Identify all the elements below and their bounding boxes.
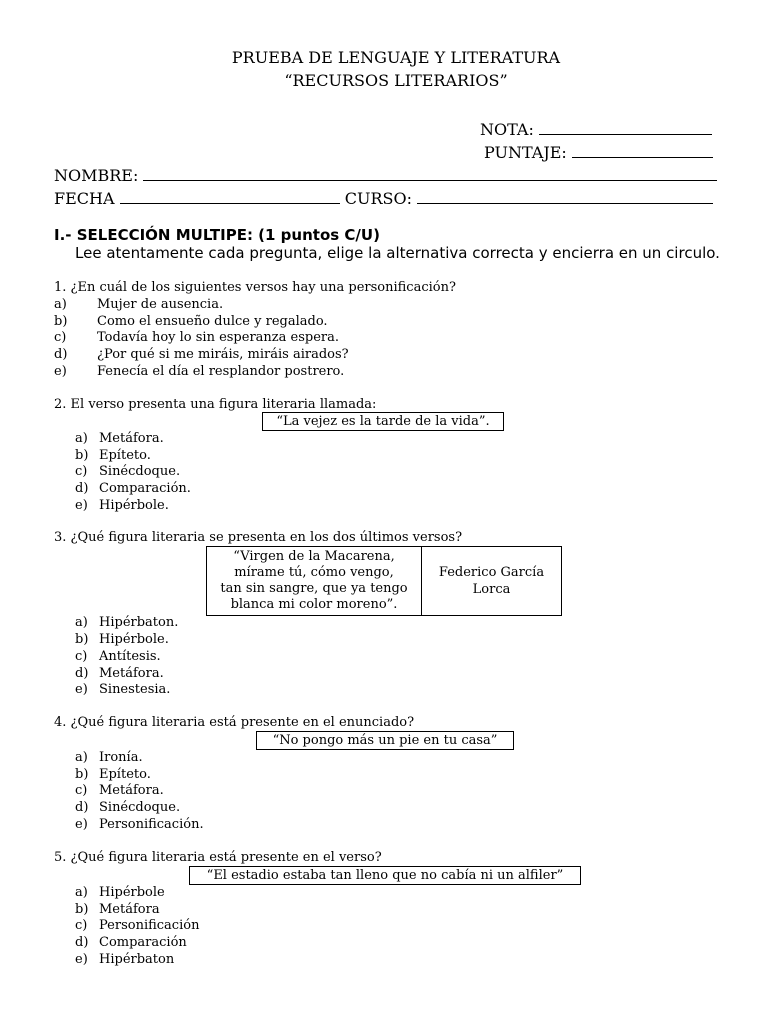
question-3-verse-table [206, 546, 562, 616]
verse-line: blanca mi color moreno”. [230, 597, 398, 612]
nombre-blank[interactable] [143, 168, 717, 181]
question-3-author [422, 547, 561, 615]
fecha-blank[interactable] [120, 191, 340, 204]
verse-line: tan sin sangre, que ya tengo [220, 581, 408, 596]
fecha-label: FECHA [54, 189, 115, 208]
nota-blank[interactable] [539, 122, 712, 135]
nombre-label: NOMBRE: [54, 166, 139, 185]
author-line: Lorca [472, 582, 511, 597]
nota-field[interactable] [480, 120, 712, 139]
author-line: Federico García [438, 565, 545, 580]
question-5-quote: “El estadio estaba tan lleno que no cabía ni un alfiler” [189, 866, 581, 885]
question-4-text: 4. ¿Qué figura literaria está presente en el enunciado? [54, 715, 415, 730]
curso-label: CURSO: [344, 189, 412, 208]
question-5-text: 5. ¿Qué figura literaria está presente en el verso? [54, 850, 382, 865]
question-3-verse [207, 547, 422, 615]
exam-page: PRUEBA DE LENGUAJE Y LITERATURA “RECURSOS LITERARIOS” NOTA: PUNTAJE: NOMBRE: FECHA CURSO: I.- SELECCIÓN MULTIPE: (1 puntos C/U) Lee atentamente cada pregunta, elige la alternativa correcta y encierra en un circulo. 1. ¿En cuál de los siguientes versos hay una personificación? a) Mujer de ausencia. b) Como el ensueño dulce y regalado. c) Todavía hoy lo sin esperanza espera. d) ¿Por qué si me miráis, miráis airados? e) Fenecía el día el resplandor postrero. 2. El verso presenta una figura literaria llamada: “La vejez es la tarde de la vida”. a) Metáfora. b) Epíteto. c) Sinécdoque. d) Comparación. e) Hipérbole. 3. ¿Qué figura literaria se presenta en los dos últimos versos? “Virgen de la Macarena, mírame tú, cómo vengo, tan sin sangre, que ya tengo blanca mi color moreno”. Federico García Lorca a) Hipérbaton. b) Hipérbole. c) Antítesis. d) Metáfora. e) Sinestesia. 4. ¿Qué figura literaria está presente en el enunciado? “No pongo más un pie en tu casa” a) Ironía. b) Epíteto. c) Metáfora. d) Sinécdoque. e) Personificación. 5. ¿Qué figura literaria está presente en el verso? “El estadio estaba tan lleno que no cabía ni un alfiler” a) Hipérbole b) Metáfora c) Personificación d) Comparación e) Hipérbaton [0, 0, 768, 1024]
question-3-text: 3. ¿Qué figura literaria se presenta en los dos últimos versos? [54, 530, 463, 545]
nota-label: NOTA: [480, 120, 534, 139]
section-instructions: Lee atentamente cada pregunta, elige la alternativa correcta y encierra en un circulo. [75, 244, 720, 262]
puntaje-blank[interactable] [572, 145, 713, 158]
question-1-text: 1. ¿En cuál de los siguientes versos hay una personificación? [54, 280, 456, 295]
puntaje-field[interactable] [484, 143, 713, 162]
curso-blank[interactable] [417, 191, 713, 204]
question-4-quote: “No pongo más un pie en tu casa” [256, 731, 514, 750]
exam-subtitle: “RECURSOS LITERARIOS” [284, 71, 508, 90]
verse-line: mírame tú, cómo vengo, [234, 565, 394, 580]
section-title: I.- SELECCIÓN MULTIPE: (1 puntos C/U) [54, 226, 380, 244]
question-2-quote: “La vejez es la tarde de la vida”. [262, 412, 504, 431]
fecha-curso-field[interactable] [54, 189, 713, 208]
exam-title: PRUEBA DE LENGUAJE Y LITERATURA [231, 48, 561, 67]
puntaje-label: PUNTAJE: [484, 143, 567, 162]
question-2-text: 2. El verso presenta una figura literaria llamada: [54, 397, 377, 412]
verse-line: “Virgen de la Macarena, [233, 549, 395, 564]
nombre-field[interactable] [54, 166, 717, 185]
